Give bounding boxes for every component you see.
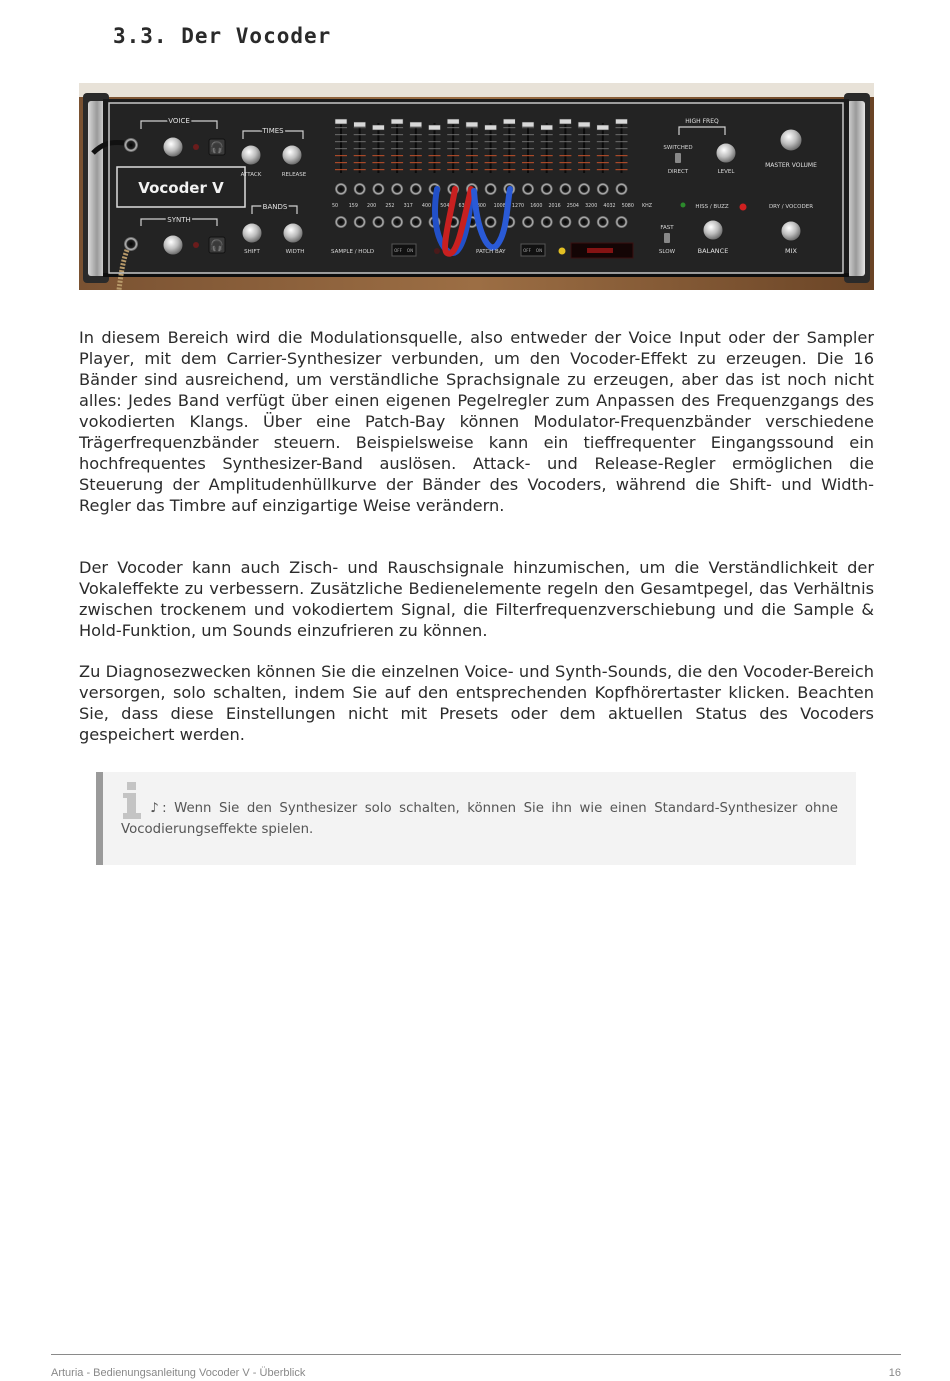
carrier-jack[interactable] — [335, 216, 347, 228]
switched-label: SWITCHED — [663, 145, 693, 151]
carrier-jack[interactable] — [485, 216, 497, 228]
bands-label: BANDS — [262, 203, 288, 211]
body-paragraph-2: Der Vocoder kann auch Zisch- und Rauschsignale hinzumischen, um die Verständlichkeit der Vokaleffekte zu verbessern. Zusätzliche Bedienelemente regeln den Gesamtpegel, das Verhältnis zwischen trockenem und vokodiertem Signal, die Filterfrequenzverschiebung und die Sample & Hold-Funktion, um Sounds einzufrieren zu können. — [79, 558, 874, 640]
vocoder-panel-image — [79, 83, 874, 290]
band-frequency-label: 1600 — [530, 204, 543, 209]
band-frequency-label: 159 — [348, 204, 358, 209]
synth-input-jack[interactable] — [124, 237, 138, 251]
release-knob[interactable] — [282, 145, 302, 165]
band-frequency-label: 4032 — [603, 204, 616, 209]
panel-title: Vocoder V — [138, 179, 224, 197]
attack-label: ATTACK — [240, 172, 262, 178]
band-frequency-label: 2504 — [566, 204, 580, 209]
dry-vocoder-label: DRY / VOCODER — [768, 204, 814, 210]
high-freq-level-knob[interactable] — [716, 143, 736, 163]
band-frequency-label: 1270 — [511, 204, 525, 209]
slow-label: SLOW — [658, 249, 676, 255]
width-label: WIDTH — [285, 249, 305, 255]
carrier-jack[interactable] — [578, 216, 590, 228]
note-text: ♪: Wenn Sie den Synthesizer solo schalten, können Sie ihn wie einen Standard-Synthesizer ohne Vocodierungseffekte spielen. — [121, 801, 838, 837]
hiss-buzz-label: HISS / BUZZ — [695, 204, 729, 210]
balance-knob[interactable] — [703, 220, 723, 240]
band-frequency-label: 504 — [440, 204, 450, 209]
sample-hold-led — [434, 248, 440, 254]
modulator-jack[interactable] — [522, 183, 534, 195]
page-number: 16 — [888, 1367, 901, 1379]
hiss-buzz-led-green — [681, 203, 686, 208]
modulator-jack[interactable] — [541, 183, 553, 195]
band-frequency-label: 800 — [476, 204, 486, 209]
carrier-jack[interactable] — [391, 216, 403, 228]
attack-knob[interactable] — [241, 145, 261, 165]
modulator-jack[interactable] — [559, 183, 571, 195]
voice-input-jack[interactable] — [124, 138, 138, 152]
band-frequency-label: 252 — [385, 204, 395, 209]
modulator-jack[interactable] — [335, 183, 347, 195]
voice-gain-knob[interactable] — [163, 137, 183, 157]
footer-title: Arturia - Bedienungsanleitung Vocoder V - Überblick — [51, 1367, 306, 1379]
modulator-jack[interactable] — [578, 183, 590, 195]
high-freq-label: HIGH FREQ — [685, 118, 719, 125]
synth-gain-knob[interactable] — [163, 235, 183, 255]
modulator-jack[interactable] — [372, 183, 384, 195]
khz-label: KHZ — [642, 204, 653, 209]
band-frequency-label: 3200 — [585, 204, 598, 209]
patch-bay-off-label: OFF — [523, 248, 531, 253]
patch-bay-led — [559, 248, 566, 255]
body-paragraph-3: Zu Diagnosezwecken können Sie die einzelnen Voice- und Synth-Sounds, die den Vocoder-Bereich versorgen, solo schalten, indem Sie auf den entsprechenden Kopfhörertaster klicken. Beachten Sie, dass diese Einstellungen nicht mit Presets oder dem aktuellen Status des Vocoders gespeichert werden. — [79, 662, 874, 744]
carrier-jack[interactable] — [597, 216, 609, 228]
sample-hold-off-label: OFF — [394, 248, 402, 253]
modulator-jack[interactable] — [616, 183, 628, 195]
carrier-jack[interactable] — [354, 216, 366, 228]
patch-bay-on-label: ON — [535, 248, 543, 253]
band-frequency-label: 50 — [331, 204, 339, 209]
release-label: RELEASE — [281, 172, 307, 178]
modulator-jack[interactable] — [485, 183, 497, 195]
band-frequency-label: 2016 — [548, 204, 561, 209]
level-label: LEVEL — [717, 169, 735, 175]
width-knob[interactable] — [283, 223, 303, 243]
modulator-jack[interactable] — [410, 183, 422, 195]
headphones-icon: 🎧 — [210, 141, 224, 154]
mix-knob[interactable] — [781, 221, 801, 241]
modulator-jack[interactable] — [391, 183, 403, 195]
synth-led — [193, 242, 199, 248]
carrier-jack[interactable] — [616, 216, 628, 228]
body-paragraph-1: In diesem Bereich wird die Modulationsquelle, also entweder der Voice Input oder der Sampler Player, mit dem Carrier-Synthesizer verbunden, um den Vocoder-Effekt zu erzeugen. Die 16 Bänder sind ausreichend, um verständliche Sprachsignale zu erzeugen, aber das ist noch nicht alles: Jedes Band verfügt über einen eigenen Pegelregler zum Anpassen des Frequenzgangs des vokodierten Klangs. Über eine Patch-Bay können Modulator-Frequenzbänder verschiedene Trägerfrequenzbänder steuern. Beispielsweise kann ein tieffrequenter Eingangssound ein hochfrequentes Synthesizer-Band auslösen. Attack- und Release-Regler ermöglichen die Steuerung der Amplitudenhüllkurve der Bänder des Vocoders, während die Shift- und Width-Regler das Timbre auf einzigartige Weise verändern. — [79, 328, 874, 515]
band-frequency-label: 5080 — [621, 204, 634, 209]
band-frequency-label: 635 — [458, 204, 468, 209]
carrier-jack[interactable] — [372, 216, 384, 228]
shift-label: SHIFT — [244, 249, 260, 255]
modulator-jack[interactable] — [597, 183, 609, 195]
high-freq-mode-switch[interactable] — [675, 153, 681, 163]
headphones-icon: 🎧 — [210, 239, 224, 252]
band-frequency-label: 317 — [403, 204, 413, 209]
band-frequency-label: 200 — [367, 204, 377, 209]
carrier-jack[interactable] — [541, 216, 553, 228]
synth-label: SYNTH — [167, 216, 191, 224]
hiss-buzz-led-red — [740, 204, 747, 211]
master-volume-label: MASTER VOLUME — [765, 162, 817, 169]
carrier-jack[interactable] — [559, 216, 571, 228]
master-volume-knob[interactable] — [780, 129, 802, 151]
sample-hold-on-label: ON — [406, 248, 414, 253]
times-label: TIMES — [262, 127, 284, 135]
sample-hold-label: SAMPLE / HOLD — [331, 249, 375, 255]
fast-label: FAST — [660, 225, 674, 231]
shift-knob[interactable] — [242, 223, 262, 243]
voice-label: VOICE — [168, 117, 190, 125]
balance-label: BALANCE — [697, 247, 729, 255]
band-frequency-label: 400 — [421, 204, 432, 209]
mix-label: MIX — [785, 247, 797, 255]
patch-bay-label: PATCH BAY — [476, 249, 506, 255]
modulator-jack[interactable] — [354, 183, 366, 195]
carrier-jack[interactable] — [410, 216, 422, 228]
band-frequency-label: 1008 — [493, 204, 506, 209]
direct-label: DIRECT — [667, 169, 689, 175]
fast-slow-switch[interactable] — [664, 233, 670, 243]
section-heading: 3.3. Der Vocoder — [113, 24, 332, 48]
footer-divider — [51, 1354, 901, 1355]
info-note — [96, 772, 856, 865]
voice-led — [193, 144, 199, 150]
carrier-jack[interactable] — [522, 216, 534, 228]
